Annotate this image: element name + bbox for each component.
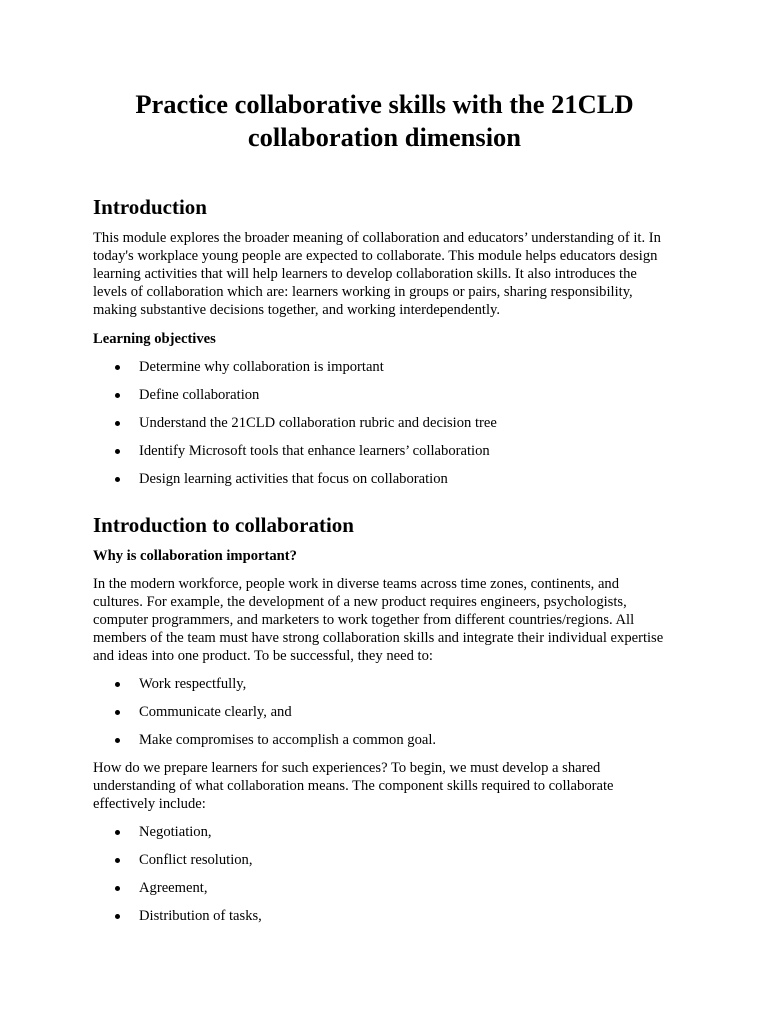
list-item: Communicate clearly, and — [93, 703, 672, 721]
bullet-icon — [115, 914, 120, 919]
bullet-icon — [115, 886, 120, 891]
list-item: Negotiation, — [93, 823, 672, 841]
list-item: Work respectfully, — [93, 675, 672, 693]
document-title: Practice collaborative skills with the 21CLD collaboration dimension — [135, 89, 634, 152]
bullet-icon — [115, 710, 120, 715]
introduction-heading: Introduction — [93, 195, 207, 219]
list-item: Make compromises to accomplish a common goal. — [93, 731, 672, 749]
list-item: Determine why collaboration is important — [93, 358, 672, 376]
introduction-paragraph: This module explores the broader meaning of collaboration and educators’ understanding of it. In today's workplace young people are expected to collaborate. This module helps educators design learning activities that will help learners to develop collaboration skills. It also introduces the levels of collaboration which are: learners working in groups or pairs, sharing responsibility, making substantive decisions together, and working interdependently. — [93, 230, 661, 318]
list-item: Understand the 21CLD collaboration rubric and decision tree — [93, 414, 672, 432]
bullet-icon — [115, 393, 120, 398]
list-item: Agreement, — [93, 879, 672, 897]
bullet-icon — [115, 682, 120, 687]
learning-objectives-list — [93, 358, 672, 488]
collaboration-heading: Introduction to collaboration — [93, 513, 354, 537]
bullet-icon — [115, 421, 120, 426]
why-collaboration-subheading: Why is collaboration important? — [93, 548, 297, 564]
list-item: Define collaboration — [93, 386, 672, 404]
list-item: Design learning activities that focus on collaboration — [93, 470, 672, 488]
bullet-icon — [115, 449, 120, 454]
list-item: Identify Microsoft tools that enhance learners’ collaboration — [93, 442, 672, 460]
list-item: Conflict resolution, — [93, 851, 672, 869]
component-skills-list — [93, 823, 672, 925]
learning-objectives-heading: Learning objectives — [93, 331, 216, 347]
bullet-icon — [115, 830, 120, 835]
bullet-icon — [115, 365, 120, 370]
collaboration-paragraph-2: How do we prepare learners for such experiences? To begin, we must develop a shared understanding of what collaboration means. The component skills required to collaborate effectively include: — [93, 760, 614, 812]
list-item: Distribution of tasks, — [93, 907, 672, 925]
bullet-icon — [115, 738, 120, 743]
bullet-icon — [115, 477, 120, 482]
bullet-icon — [115, 858, 120, 863]
collaboration-paragraph-1: In the modern workforce, people work in diverse teams across time zones, continents, and cultures. For example, the development of a new product requires engineers, psychologists, computer programmers, and marketers to work together from different countries/regions. All members of the team must have strong collaboration skills and integrate their individual expertise and ideas into one product. To be successful, they need to: — [93, 576, 664, 664]
collaboration-needs-list — [93, 675, 672, 749]
